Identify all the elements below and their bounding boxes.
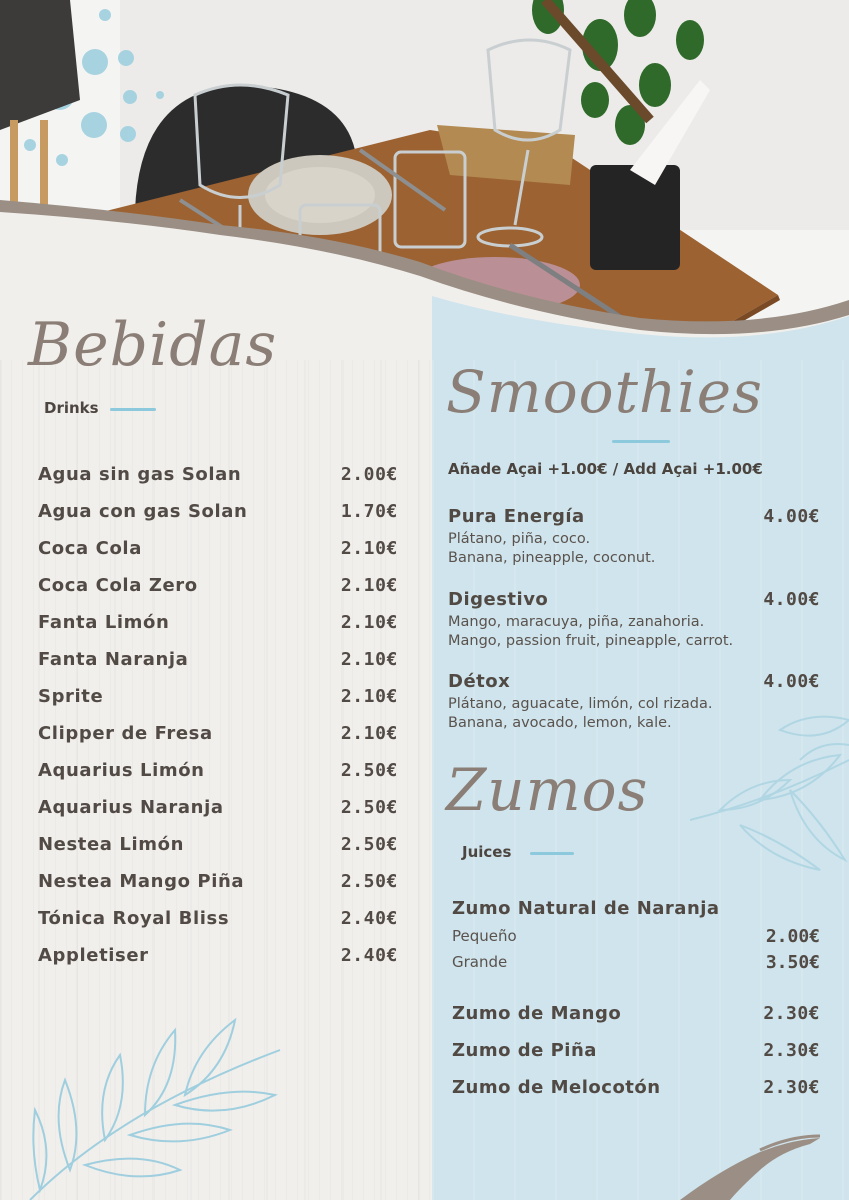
smoothie-desc-en: Banana, pineapple, coconut. xyxy=(448,550,656,566)
juice-size-row xyxy=(452,949,820,975)
juice-price: 2.30€ xyxy=(763,1077,820,1098)
smoothie-price: 4.00€ xyxy=(763,506,820,527)
juices-list xyxy=(452,995,820,1106)
drink-row xyxy=(38,826,398,863)
smoothie-desc-en: Mango, passion fruit, pineapple, carrot. xyxy=(448,633,734,649)
drink-name: Appletiser xyxy=(38,945,149,966)
drink-price: 2.40€ xyxy=(340,908,398,929)
juice-row xyxy=(452,1032,820,1069)
drink-price: 1.70€ xyxy=(340,501,398,522)
smoothie-item xyxy=(448,506,820,568)
juice-row xyxy=(452,1069,820,1106)
juice-name: Zumo de Mango xyxy=(452,1003,622,1024)
drink-row xyxy=(38,456,398,493)
drink-name: Clipper de Fresa xyxy=(38,723,213,744)
drink-name: Fanta Naranja xyxy=(38,649,189,670)
drink-price: 2.10€ xyxy=(340,612,398,633)
table-setting-photo xyxy=(0,0,849,360)
drink-price: 2.10€ xyxy=(340,538,398,559)
drink-name: Fanta Limón xyxy=(38,612,170,633)
drink-name: Agua sin gas Solan xyxy=(38,464,242,485)
smoothies-swoosh xyxy=(612,440,670,443)
drink-row xyxy=(38,493,398,530)
drink-price: 2.50€ xyxy=(340,871,398,892)
juice-price: 2.30€ xyxy=(763,1003,820,1024)
acai-note: Añade Açai +1.00€ / Add Açai +1.00€ xyxy=(448,460,763,478)
drink-price: 2.10€ xyxy=(340,723,398,744)
smoothie-price: 4.00€ xyxy=(763,589,820,610)
juice-price: 2.30€ xyxy=(763,1040,820,1061)
bebidas-subtitle: Drinks xyxy=(44,399,99,417)
juice-natural-name: Zumo Natural de Naranja xyxy=(452,898,720,919)
drink-name: Nestea Limón xyxy=(38,834,184,855)
brush-stroke-decoration xyxy=(680,1130,849,1200)
smoothie-name: Digestivo xyxy=(448,589,549,610)
drink-price: 2.00€ xyxy=(340,464,398,485)
drink-name: Coca Cola Zero xyxy=(38,575,198,596)
juice-natural-orange xyxy=(452,898,820,975)
drink-row xyxy=(38,863,398,900)
juice-size-label: Pequeño xyxy=(452,927,517,945)
zumos-subtitle: Juices xyxy=(462,843,512,861)
drink-name: Tónica Royal Bliss xyxy=(38,908,230,929)
drink-price: 2.50€ xyxy=(340,834,398,855)
drinks-list xyxy=(38,456,398,974)
smoothie-desc-es: Plátano, piña, coco. xyxy=(448,531,591,547)
drink-price: 2.40€ xyxy=(340,945,398,966)
drink-row xyxy=(38,530,398,567)
drink-name: Agua con gas Solan xyxy=(38,501,248,522)
zumos-title: Zumos xyxy=(446,756,649,824)
drink-row xyxy=(38,789,398,826)
drink-name: Aquarius Naranja xyxy=(38,797,224,818)
smoothie-desc-en: Banana, avocado, lemon, kale. xyxy=(448,715,672,731)
drink-name: Nestea Mango Piña xyxy=(38,871,245,892)
bebidas-title: Bebidas xyxy=(28,310,278,380)
juice-name: Zumo de Melocotón xyxy=(452,1077,661,1098)
juice-name: Zumo de Piña xyxy=(452,1040,597,1061)
smoothie-item xyxy=(448,589,820,651)
drink-price: 2.10€ xyxy=(340,649,398,670)
drink-name: Aquarius Limón xyxy=(38,760,205,781)
smoothies-title: Smoothies xyxy=(446,358,763,426)
drink-row xyxy=(38,678,398,715)
bebidas-swoosh xyxy=(110,408,156,411)
smoothie-desc-es: Plátano, aguacate, limón, col rizada. xyxy=(448,696,713,712)
juice-size-price: 3.50€ xyxy=(765,951,820,973)
juice-size-row xyxy=(452,923,820,949)
zumos-swoosh xyxy=(530,852,574,855)
drink-row xyxy=(38,715,398,752)
smoothie-desc-es: Mango, maracuya, piña, zanahoria. xyxy=(448,614,705,630)
drink-name: Coca Cola xyxy=(38,538,142,559)
smoothie-name: Détox xyxy=(448,671,511,692)
drink-row xyxy=(38,604,398,641)
drink-price: 2.50€ xyxy=(340,797,398,818)
drink-row xyxy=(38,641,398,678)
drink-row xyxy=(38,937,398,974)
drink-price: 2.50€ xyxy=(340,760,398,781)
juice-size-price: 2.00€ xyxy=(765,925,820,947)
drink-price: 2.10€ xyxy=(340,575,398,596)
leaf-decoration-right xyxy=(680,700,849,880)
juice-row xyxy=(452,995,820,1032)
smoothie-name: Pura Energía xyxy=(448,506,585,527)
drink-row xyxy=(38,900,398,937)
smoothie-price: 4.00€ xyxy=(763,671,820,692)
drink-name: Sprite xyxy=(38,686,104,707)
drink-price: 2.10€ xyxy=(340,686,398,707)
drink-row xyxy=(38,752,398,789)
juice-size-label: Grande xyxy=(452,953,508,971)
leaf-decoration-left xyxy=(10,1000,300,1200)
drink-row xyxy=(38,567,398,604)
